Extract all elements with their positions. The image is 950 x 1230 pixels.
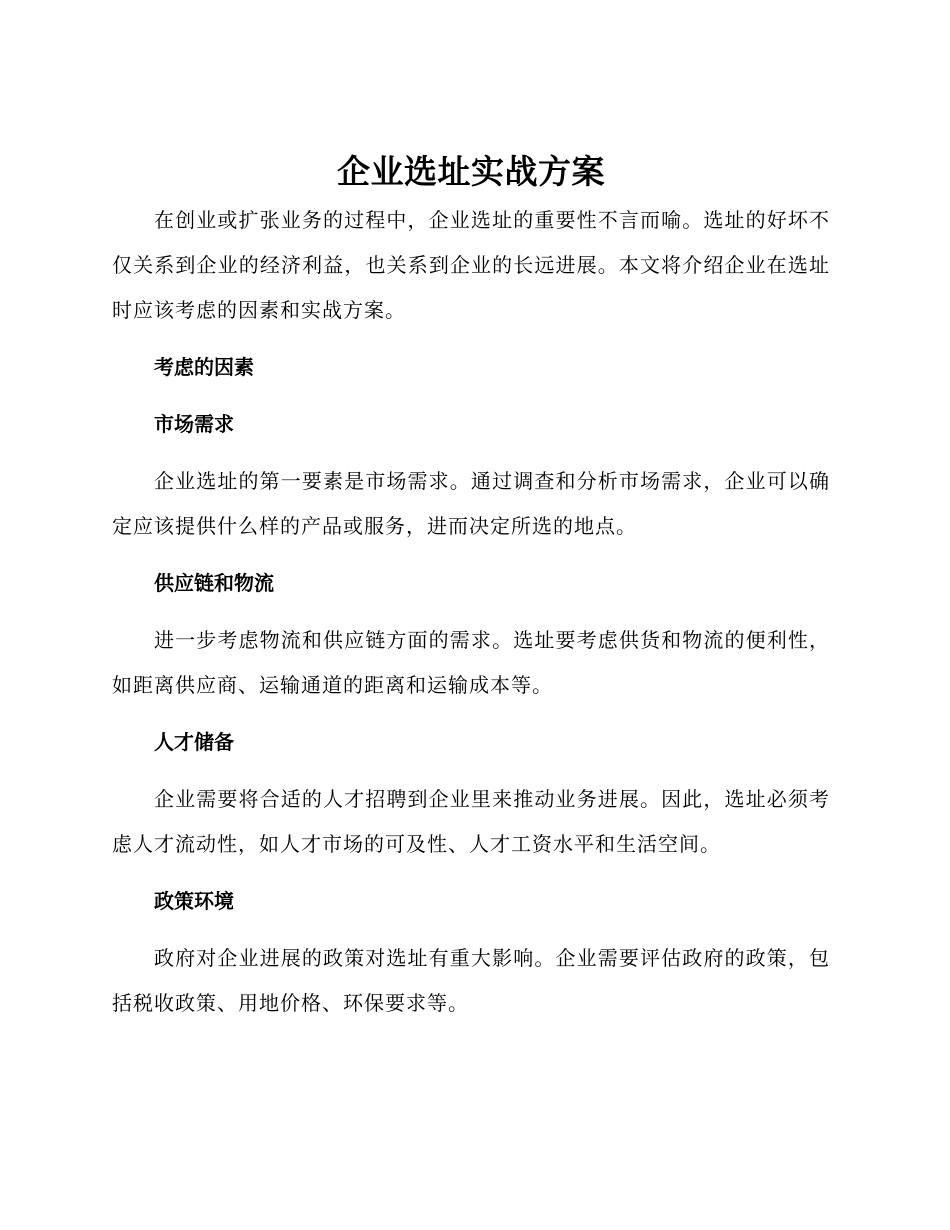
factor-heading-policy: 政策环境 (154, 889, 234, 913)
section-heading: 考虑的因素 (154, 355, 254, 379)
factor-body-talent: 企业需要将合适的人才招聘到企业里来推动业务进展。因此，选址必须考虑人才流动性，如人才市场的可及性、人才工资水平和生活空间。 (112, 787, 830, 856)
factor-body-supply-chain: 进一步考虑物流和供应链方面的需求。选址要考虑供货和物流的便利性，如距离供应商、运输通道的距离和运输成本等。 (112, 628, 830, 697)
factor-body-market-demand: 企业选址的第一要素是市场需求。通过调查和分析市场需求，企业可以确定应该提供什么样的产品或服务，进而决定所选的地点。 (112, 469, 830, 538)
factor-heading-talent: 人才储备 (154, 730, 234, 754)
factor-heading-supply-chain: 供应链和物流 (154, 571, 274, 595)
document-page (112, 150, 830, 1026)
factor-heading-market-demand: 市场需求 (154, 412, 234, 436)
intro-paragraph: 在创业或扩张业务的过程中，企业选址的重要性不言而喻。选址的好坏不仅关系到企业的经济利益，也关系到企业的长远进展。本文将介绍企业在选址时应该考虑的因素和实战方案。 (112, 208, 830, 322)
document-title: 企业选址实战方案 (337, 152, 605, 191)
factor-body-policy: 政府对企业进展的政策对选址有重大影响。企业需要评估政府的政策，包括税收政策、用地价格、环保要求等。 (112, 946, 830, 1015)
